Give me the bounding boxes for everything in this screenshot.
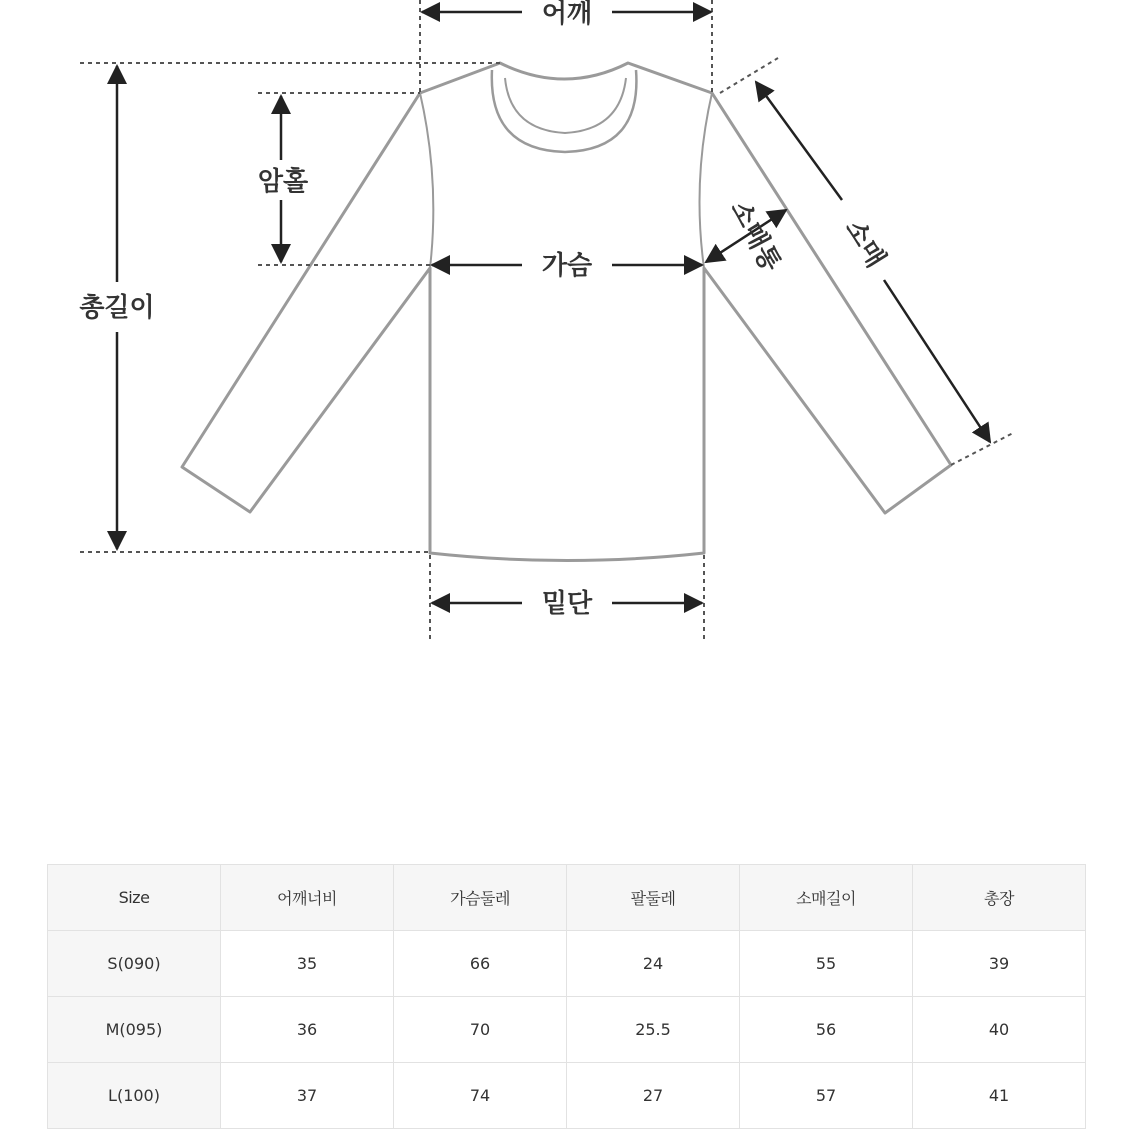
table-row: [48, 931, 1086, 997]
value-cell: 24: [567, 931, 740, 997]
value-cell: 57: [740, 1063, 913, 1129]
value-cell: 37: [221, 1063, 394, 1129]
collar-band: [505, 78, 626, 133]
header-shoulder-width: 어깨너비: [221, 865, 394, 931]
table-row: [48, 1063, 1086, 1129]
header-arm-circumference: 팔둘레: [567, 865, 740, 931]
right-armhole-curve: [700, 93, 713, 268]
table-row: [48, 997, 1086, 1063]
label-total-length: 총길이: [79, 293, 155, 323]
value-cell: 70: [394, 997, 567, 1063]
label-shoulder: 어깨: [541, 0, 593, 29]
value-cell: 41: [913, 1063, 1086, 1129]
header-total-length: 총장: [913, 865, 1086, 931]
value-cell: 66: [394, 931, 567, 997]
label-armhole: 암홀: [257, 167, 309, 197]
value-cell: 27: [567, 1063, 740, 1129]
measure-arrows: [117, 12, 990, 603]
header-size: Size: [48, 865, 221, 931]
value-cell: 55: [740, 931, 913, 997]
value-cell: 39: [913, 931, 1086, 997]
value-cell: 74: [394, 1063, 567, 1129]
value-cell: 36: [221, 997, 394, 1063]
size-cell: M(095): [48, 997, 221, 1063]
value-cell: 25.5: [567, 997, 740, 1063]
label-hem: 밑단: [541, 589, 593, 619]
header-sleeve-length: 소매길이: [740, 865, 913, 931]
size-cell: L(100): [48, 1063, 221, 1129]
left-armhole-curve: [420, 93, 433, 268]
value-cell: 56: [740, 997, 913, 1063]
label-sleeve: 소매: [838, 214, 891, 274]
label-sleeve-width: 소매통: [724, 195, 786, 277]
header-chest: 가슴둘레: [394, 865, 567, 931]
label-chest: 가슴: [541, 251, 593, 281]
guide-lines: [80, 0, 1015, 640]
size-table: [47, 864, 1086, 1129]
size-cell: S(090): [48, 931, 221, 997]
value-cell: 35: [221, 931, 394, 997]
tshirt-outline: [182, 63, 951, 561]
table-header-row: [48, 865, 1086, 931]
value-cell: 40: [913, 997, 1086, 1063]
